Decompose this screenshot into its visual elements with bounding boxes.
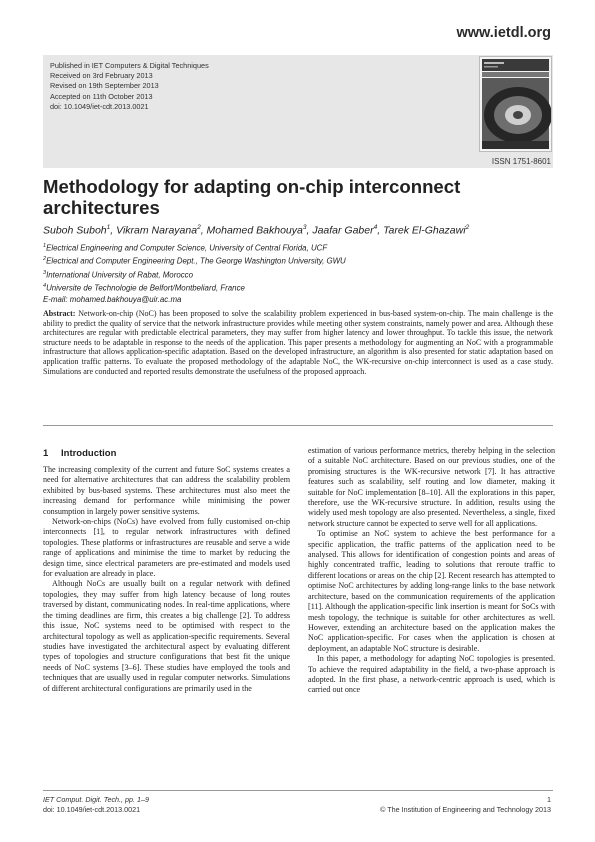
section-title: Introduction <box>61 448 117 459</box>
journal-cover-image <box>479 56 552 152</box>
revised-date: Revised on 19th September 2013 <box>50 81 159 91</box>
author-name: Suboh Suboh <box>43 224 107 237</box>
paper-title-line-2: architectures <box>43 197 160 218</box>
body-column-right <box>308 446 555 696</box>
body-paragraph: Network-on-chips (NoCs) have evolved from fully customised on-chip interconnects [1], to regular network infrastructures with defined topologies. These platforms or infrastructures are reusable and serve a wide range of applications and minimise the time to market by reducing the design time, since electrical parameters are pre-estimated and models used for evaluation are already in place. <box>43 517 290 579</box>
author-name: Jaafar Gaber <box>312 224 374 237</box>
author-affiliation-mark: 3 <box>302 224 307 231</box>
affiliation-item: $^2$Electrical and Computer Engineering Dept., The George Washington University, GWU <box>43 256 346 267</box>
abstract-label: Abstract: <box>43 309 76 318</box>
author-name: Mohamed Bakhouya <box>206 224 303 237</box>
author-affiliation-mark: 4 <box>373 224 378 231</box>
paper-title-line-1: Methodology for adapting on-chip interconnect <box>43 176 461 197</box>
section-heading <box>43 448 116 459</box>
received-date: Received on 3rd February 2013 <box>50 71 153 81</box>
author-name: Vikram Narayana <box>116 224 198 237</box>
section-number: 1 <box>43 448 49 459</box>
footer-right <box>380 795 551 814</box>
author-affiliation-mark: 2 <box>465 224 470 231</box>
author-list: Suboh Suboh$^1$, Vikram Narayana$^2$, Mohamed Bakhouya$^3$, Jaafar Gaber$^4$, Tarek El-Ghazawi$^2$ <box>43 224 470 237</box>
author-affiliation-mark: 1 <box>106 224 111 231</box>
body-column-left <box>43 465 290 694</box>
body-paragraph: Although NoCs are usually built on a regular network with defined topologies, they may suffer from high latency because of long routes traversed by distant, communicating nodes. In real-time applications, where the timing deadlines are firm, this creates a big challenge [2]. To address this issue, NoC systems need to be optimised with respect to the architectural topology as well as application-specific requirements. Several studies have investigated the architectural aspect by evaluating different types of topologies and structure configurations that best fit the unique needs of NoC systems [3–6]. These studies have employed the tools and techniques that are usually used in regular computer networks. Simulations of different architectural configurations are primarily used in the <box>43 579 290 693</box>
affiliation-item: $^1$Electrical Engineering and Computer Science, University of Central Florida, UCF <box>43 243 328 253</box>
copyright: © The Institution of Engineering and Technology 2013 <box>380 804 551 814</box>
accepted-date: Accepted on 11th October 2013 <box>50 91 153 101</box>
affiliation-item: $^4$Universite de Technologie de Belfort/Montbeliard, France <box>43 283 245 293</box>
page-number: 1 <box>547 795 551 804</box>
footer-doi: doi: 10.1049/iet-cdt.2013.0021 <box>43 804 141 814</box>
published-in: Published in IET Computers & Digital Techniques <box>50 61 209 70</box>
footer-citation <box>43 795 149 814</box>
affiliation-list <box>43 241 346 305</box>
author-name: Tarek El-Ghazawi <box>383 224 466 237</box>
paper-title <box>43 176 553 218</box>
footer-divider <box>43 790 553 791</box>
doi: doi: 10.1049/iet-cdt.2013.0021 <box>50 101 149 111</box>
body-paragraph: To optimise an NoC system to achieve the best performance for a specific application, the traffic patterns of the application need to be analysed. This allows for identification of congestion points and areas of highly concentrated traffic, leading to solutions that reroute traffic to different locations or areas on the chip [2]. Recent research has attempted to optimise NoC architectures by adding long-range links to the base network architecture, based on the communication requirements of the application [11]. Although the application-specific link insertion is meant for SoCs with mesh topology, the technique is suitable for other architectures as well. However, extending an architecture based on the application makes the NoC application-specific. For cases when the application is chosen at deployment, an adaptable NoC structure is desirable. <box>308 529 555 653</box>
body-paragraph: In this paper, a methodology for adapting NoC topologies is presented. To achieve the required adaptability in the field, a two-phase approach is adopted. In the first phase, a network-centric approach is used, which is carried out once <box>308 654 555 695</box>
publication-info <box>50 61 209 112</box>
affiliation-item: $^3$International University of Rabat, Morocco <box>43 269 193 280</box>
contact-email[interactable]: E-mail: mohamed.bakhouya@uir.ac.ma <box>43 294 182 304</box>
site-url[interactable]: www.ietdl.org <box>456 25 551 41</box>
section-divider <box>43 425 553 426</box>
footer-journal: IET Comput. Digit. Tech., pp. 1–9 <box>43 795 150 804</box>
issn: ISSN 1751-8601 <box>491 157 551 166</box>
body-paragraph: The increasing complexity of the current and future SoC systems creates a need for alternative architectures that can address the scalability problem exhibited by bus-based systems. These architectures must also meet the increasing demand for performance while minimising the power consumption in largely power sensitive systems. <box>43 465 290 516</box>
abstract <box>43 309 553 376</box>
abstract-text: Network-on-chip (NoC) has been proposed to solve the scalability problem experienced in bus-based system-on-chip. The main challenge is the ability to predict the quality of service that the network infrastructure provides while meeting other system constraints, namely power and area. Although these architectures are regular with predictable electrical parameters, they may suffer from higher latency and lower throughput. To tackle this issue, the network structure needs to be adaptable in response to the needs of the application. This paper presents a methodology for augmenting an NoC with a programmable infrastructure that allows application-specific adaptation. Based on the developed infrastructure, an algorithm is also presented for static adaptation based on application traffic patterns. To evaluate the proposed methodology of the adaptable NoC, the WK-recursive on-chip interconnect is used as a case study. Simulations are conducted and reported results demonstrate the usefulness of the proposed approach. <box>43 309 554 376</box>
body-paragraph: estimation of various performance metrics, thereby helping in the selection of a suitable NoC architecture. Based on our previous studies, one of the promising structures is the WK-recursive network [7]. It has attractive features such as scalability, self routing and low diameter, making it suitable for NoC implementation [8–10]. All the explorations in this paper, therefore, use the WK-recursive structure. In addition, results using the widely used mesh topology are also presented. Nevertheless, a single, fixed network structure cannot be expected to serve well for all applications. <box>308 446 555 528</box>
author-affiliation-mark: 2 <box>197 224 201 231</box>
